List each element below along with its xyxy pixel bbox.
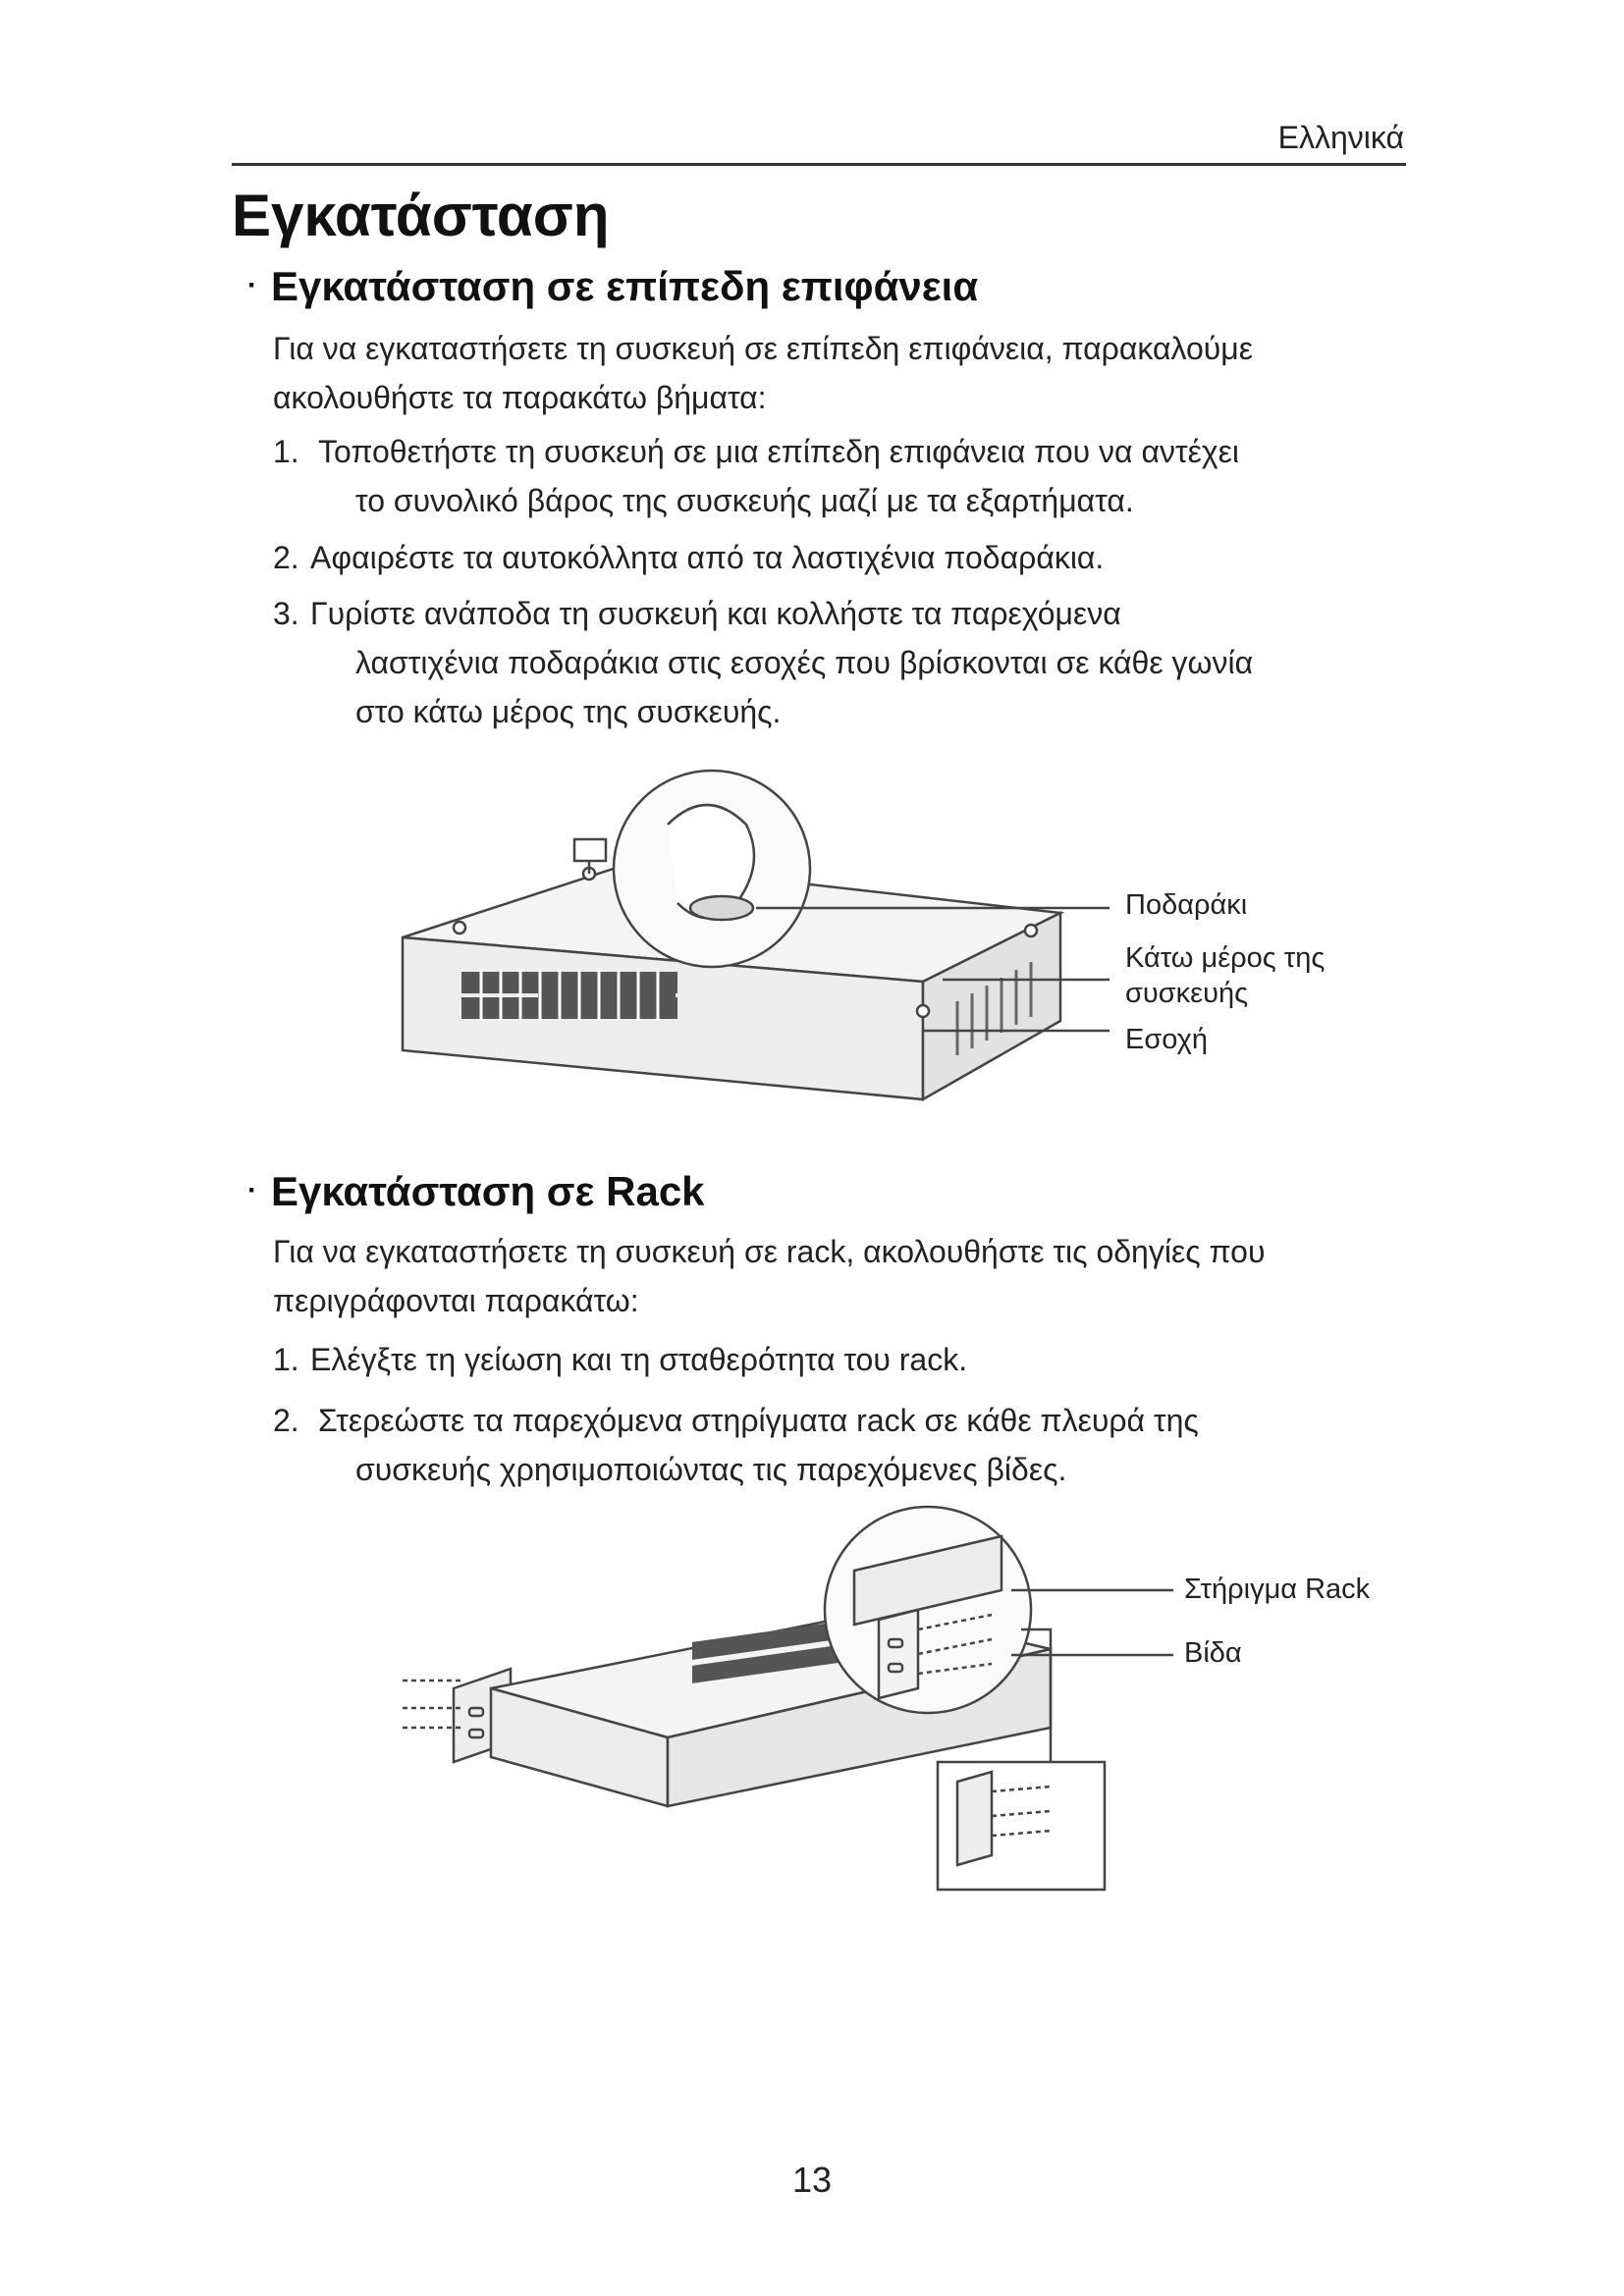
- step-text: Ελέγξτε τη γείωση και τη σταθερότητα του rack.: [310, 1342, 968, 1377]
- page-number: 13: [791, 2160, 833, 2200]
- page-title: Εγκατάσταση: [232, 183, 610, 248]
- step-text: το συνολικό βάρος της συσκευής μαζί με τα εξαρτήματα.: [355, 483, 1134, 518]
- intro-line: ακολουθήστε τα παρακάτω βήματα:: [273, 380, 767, 415]
- step-text: Στερεώστε τα παρεχόμενα στηρίγματα rack σε κάθε πλευρά της: [318, 1403, 1199, 1438]
- intro-line: Για να εγκαταστήσετε τη συσκευή σε rack, ακολουθήστε τις οδηγίες που: [273, 1234, 1266, 1269]
- section-bullet: ·: [247, 1174, 257, 1206]
- step-text: Γυρίστε ανάποδα τη συσκευή και κολλήστε τα παρεχόμενα: [310, 596, 1121, 631]
- callout-bottom-line1: Κάτω μέρος της: [1125, 942, 1326, 974]
- callout-recess: Εσοχή: [1125, 1024, 1208, 1055]
- section-title: Εγκατάσταση σε επίπεδη επιφάνεια: [271, 263, 979, 309]
- step-number: 1.: [273, 434, 299, 469]
- section-title: Εγκατάσταση σε Rack: [271, 1168, 705, 1214]
- step-number: 2.: [273, 540, 299, 575]
- callout-screw: Βίδα: [1184, 1637, 1242, 1669]
- callout-rack-bracket: Στήριγμα Rack: [1184, 1574, 1371, 1605]
- intro-line: περιγράφονται παρακάτω:: [273, 1283, 639, 1318]
- step-text: Αφαιρέστε τα αυτοκόλλητα από τα λαστιχένια ποδαράκια.: [310, 540, 1105, 575]
- step-number: 1.: [273, 1342, 299, 1377]
- language-label: Ελληνικά: [1277, 120, 1404, 155]
- step-number: 2.: [273, 1403, 299, 1438]
- callout-bottom-line2: συσκευής: [1125, 978, 1249, 1009]
- step-number: 3.: [273, 596, 299, 631]
- callout-foot: Ποδαράκι: [1125, 889, 1248, 921]
- intro-line: Για να εγκαταστήσετε τη συσκευή σε επίπεδη επιφάνεια, παρακαλούμε: [273, 331, 1253, 366]
- step-text: λαστιχένια ποδαράκια στις εσοχές που βρίσκονται σε κάθε γωνία: [355, 645, 1254, 680]
- section-bullet: ·: [247, 269, 257, 301]
- step-text: στο κάτω μέρος της συσκευής.: [355, 694, 782, 729]
- step-text: Τοποθετήστε τη συσκευή σε μια επίπεδη επιφάνεια που να αντέχει: [318, 434, 1240, 469]
- step-text: συσκευής χρησιμοποιώντας τις παρεχόμενες βίδες.: [355, 1452, 1067, 1487]
